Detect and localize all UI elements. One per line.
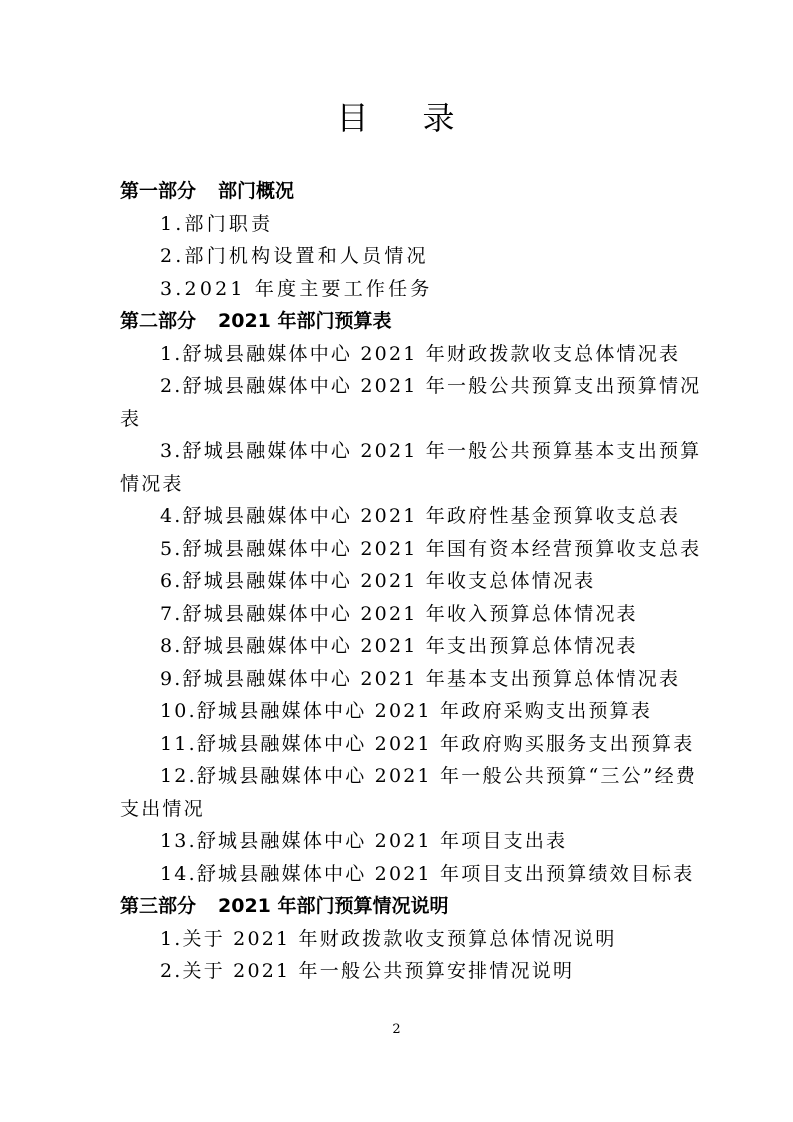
- section-heading: [120, 890, 705, 923]
- toc-entry: 6.舒城县融媒体中心 2021 年收支总体情况表: [160, 570, 596, 592]
- toc-entry: 1.部门职责: [160, 212, 274, 235]
- section-label: 第一部分: [120, 180, 197, 202]
- toc-entry: 11.舒城县融媒体中心 2021 年政府购买服务支出预算表: [160, 732, 695, 755]
- toc-entry: 12.舒城县融媒体中心 2021 年一般公共预算“三公”经费: [160, 765, 698, 787]
- toc-entry: 2.关于 2021 年一般公共预算安排情况说明: [160, 960, 575, 982]
- toc-entry: 10.舒城县融媒体中心 2021 年政府采购支出预算表: [160, 700, 653, 722]
- toc-entry: 13.舒城县融媒体中心 2021 年项目支出表: [160, 830, 568, 852]
- toc-entry: 2.舒城县融媒体中心 2021 年一般公共预算支出预算情况: [160, 375, 702, 397]
- toc-entry: 2.部门机构设置和人员情况: [160, 245, 429, 267]
- toc-entry-continuation: 表: [120, 407, 142, 430]
- toc-entry: 8.舒城县融媒体中心 2021 年支出预算总体情况表: [160, 635, 638, 657]
- section-heading: [120, 175, 705, 208]
- toc-entry-continuation: 支出情况: [120, 797, 205, 820]
- section-heading: [120, 305, 705, 338]
- section-name: 2021 年部门预算表: [218, 310, 392, 332]
- title-char-2: 录: [422, 99, 457, 137]
- page-title: [0, 96, 793, 140]
- toc-entry: 1.舒城县融媒体中心 2021 年财政拨款收支总体情况表: [160, 342, 681, 365]
- section-name: 2021 年部门预算情况说明: [218, 895, 449, 917]
- page-number: 2: [392, 1022, 401, 1037]
- toc-entry: 9.舒城县融媒体中心 2021 年基本支出预算总体情况表: [160, 667, 681, 690]
- toc-entry: 4.舒城县融媒体中心 2021 年政府性基金预算收支总表: [160, 505, 681, 527]
- toc-entry: 7.舒城县融媒体中心 2021 年收入预算总体情况表: [160, 602, 638, 625]
- toc-entry-continuation: 情况表: [120, 472, 184, 495]
- section-name: 部门概况: [218, 180, 295, 202]
- toc-entry: 3.舒城县融媒体中心 2021 年一般公共预算基本支出预算: [160, 440, 702, 462]
- toc-entry: 5.舒城县融媒体中心 2021 年国有资本经营预算收支总表: [160, 537, 702, 560]
- section-label: 第二部分: [120, 310, 197, 332]
- title-char-1: 目: [336, 99, 371, 137]
- toc-entry: 14.舒城县融媒体中心 2021 年项目支出预算绩效目标表: [160, 862, 695, 885]
- toc-entry: 1.关于 2021 年财政拨款收支预算总体情况说明: [160, 927, 617, 950]
- section-label: 第三部分: [120, 895, 197, 917]
- table-of-contents: [120, 175, 705, 988]
- toc-entry: 3.2021 年度主要工作任务: [160, 277, 433, 300]
